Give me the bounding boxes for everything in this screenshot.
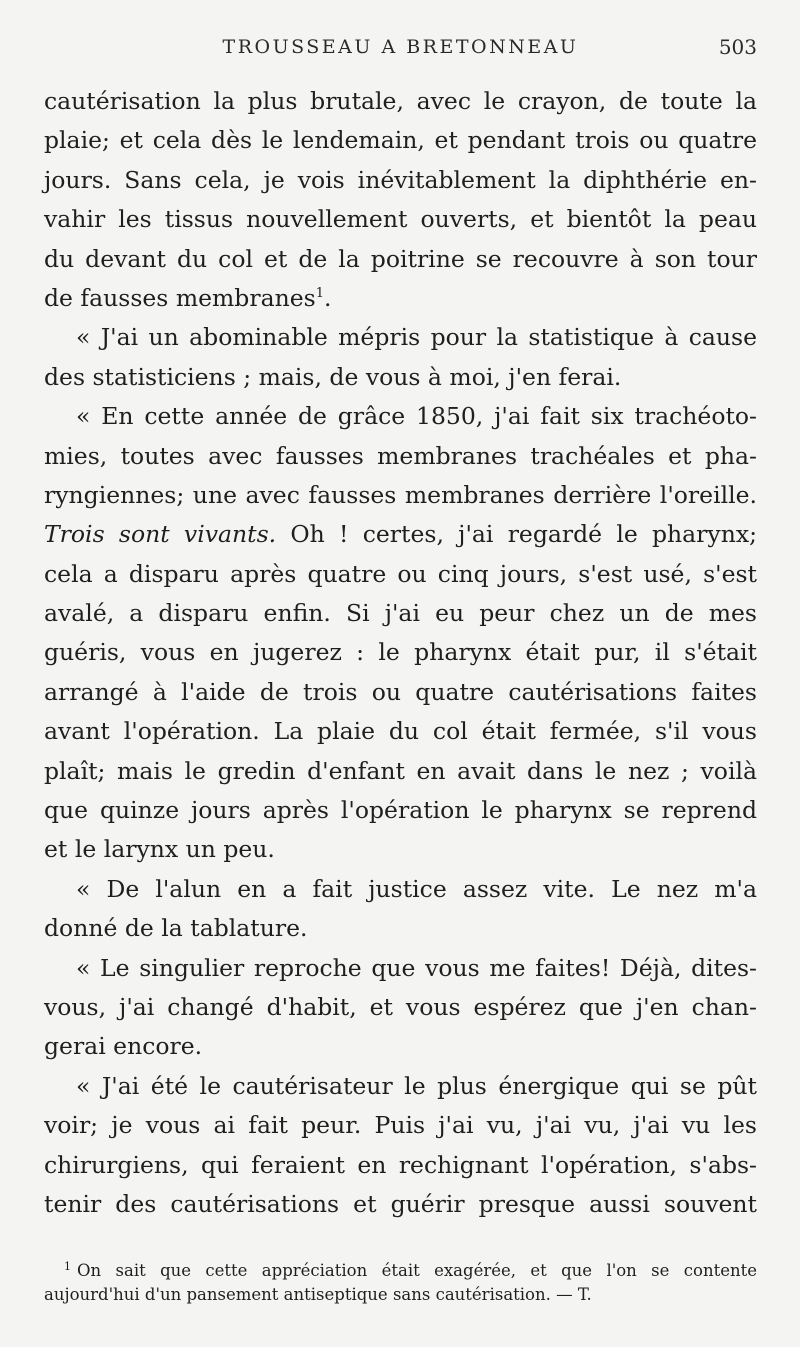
- text-line-with-footnote: [44, 279, 757, 318]
- text-line: donné de la tablature.: [44, 914, 308, 943]
- italic-phrase: Trois sont vivants.: [44, 520, 277, 549]
- text-line: plaie; et cela dès le lendemain, et pendant trois ou quatre: [44, 126, 757, 155]
- text-line: ryngiennes; une avec fausses membranes derrière l'oreille.: [44, 480, 757, 509]
- text-line: tenir des cautérisations et guérir presque aussi souvent: [44, 1189, 757, 1218]
- text-fragment: .: [323, 283, 332, 312]
- text-line: plaît; mais le gredin d'enfant en avait dans le nez ; voilà: [44, 756, 757, 785]
- paragraph-start-line: « Le singulier reproche que vous me faites! Déjà, dites-: [76, 953, 757, 982]
- text-line: avalé, a disparu enfin. Si j'ai eu peur chez un de mes: [44, 599, 757, 628]
- text-line: vous, j'ai changé d'habit, et vous espérez que j'en chan-: [44, 992, 757, 1021]
- text-fragment: de fausses membranes: [44, 283, 316, 312]
- footnote-line: aujourd'hui d'un pansement antiseptique sans cautérisation. — T.: [44, 1285, 592, 1304]
- text-line: des statisticiens ; mais, de vous à moi, j'en ferai.: [44, 362, 622, 391]
- footnote-text: On sait que cette appréciation était exagérée, et que l'on se contente: [77, 1261, 757, 1280]
- text-line: arrangé à l'aide de trois ou quatre cautérisations faites: [44, 677, 757, 706]
- text-line: vahir les tissus nouvellement ouverts, et bientôt la peau: [44, 205, 757, 234]
- text-line: gerai encore.: [44, 1032, 203, 1061]
- paragraph-start-line: « J'ai été le cautérisateur le plus énergique qui se pût: [76, 1071, 757, 1100]
- text-line: que quinze jours après l'opération le pharynx se reprend: [44, 796, 757, 825]
- text-fragment: Oh ! certes, j'ai regardé le pharynx;: [276, 520, 758, 549]
- paragraph-start-line: « J'ai un abominable mépris pour la statistique à cause: [76, 323, 757, 352]
- text-line: cautérisation la plus brutale, avec le crayon, de toute la: [44, 87, 757, 115]
- text-line: voir; je vous ai fait peur. Puis j'ai vu, j'ai vu, j'ai vu les: [44, 1111, 757, 1140]
- text-line-mixed: [44, 515, 757, 554]
- paragraph-start-line: « De l'alun en a fait justice assez vite. Le nez m'a: [76, 874, 757, 903]
- page-number: 503: [718, 35, 757, 59]
- text-line: avant l'opération. La plaie du col était fermée, s'il vous: [44, 717, 757, 746]
- footnote: [44, 1259, 757, 1307]
- text-line: chirurgiens, qui feraient en rechignant l'opération, s'abs-: [44, 1150, 757, 1179]
- text-line: du devant du col et de la poitrine se recouvre à son tour: [44, 244, 757, 273]
- text-line: cela a disparu après quatre ou cinq jours, s'est usé, s'est: [44, 559, 757, 588]
- text-line: guéris, vous en jugerez : le pharynx était pur, il s'était: [44, 638, 757, 667]
- footnote-marker: 1: [64, 1259, 71, 1273]
- footnote-reference: 1: [315, 286, 324, 302]
- paragraph-start-line: « En cette année de grâce 1850, j'ai fait six trachéoto-: [76, 402, 757, 431]
- text-line: mies, toutes avec fausses membranes trachéales et pha-: [44, 441, 757, 470]
- running-title: TROUSSEAU A BRETONNEAU: [222, 36, 579, 58]
- page-header: [44, 30, 757, 64]
- footnote-line: [44, 1259, 757, 1283]
- text-line: jours. Sans cela, je vois inévitablement la diphthérie en-: [44, 165, 757, 194]
- text-line: et le larynx un peu.: [44, 835, 275, 864]
- body-text: [44, 82, 757, 1224]
